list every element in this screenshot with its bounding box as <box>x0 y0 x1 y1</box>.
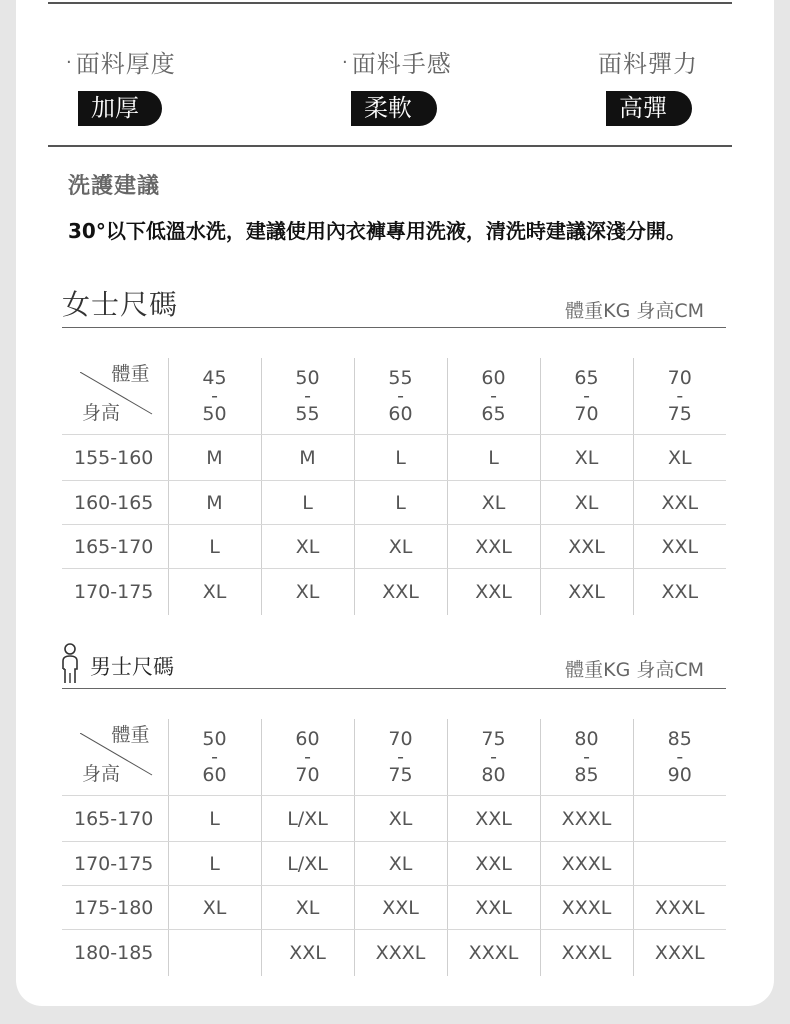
men-title-divider <box>62 688 726 689</box>
table-row <box>62 481 726 525</box>
size-cell: XXXL <box>654 941 705 964</box>
table-row <box>62 435 726 481</box>
size-cell: L <box>354 481 447 525</box>
size-cell: XL <box>354 796 447 842</box>
size-cell: L <box>168 796 261 842</box>
size-cell: XXL <box>447 842 540 886</box>
size-cell: XXXL <box>540 842 633 886</box>
table-row <box>62 525 726 569</box>
men-size-table <box>62 719 726 976</box>
size-cell: XXL <box>447 886 540 930</box>
fabric-thickness-title: · 面料厚度 <box>66 50 176 78</box>
size-cell <box>168 930 261 976</box>
size-cell: XXL <box>661 580 699 603</box>
size-cell: XL <box>261 525 354 569</box>
corner-weight-label: 體重 <box>111 363 150 385</box>
height-range: 165-170 <box>62 525 168 569</box>
height-range: 160-165 <box>62 481 168 525</box>
weight-range: 70 - 75 <box>354 719 447 796</box>
weight-range: 85 - 90 <box>633 719 726 796</box>
weight-range: 50 - 60 <box>168 719 261 796</box>
size-cell: XXL <box>261 930 354 976</box>
size-cell: L <box>354 435 447 481</box>
size-cell: M <box>168 481 261 525</box>
table-row <box>62 569 726 615</box>
women-size-title: 女士尺碼 <box>62 288 179 321</box>
fabric-feel-value: 柔軟 <box>351 91 437 126</box>
size-cell: XL <box>540 481 633 525</box>
size-cell: XL <box>168 886 261 930</box>
weight-range: 60 - 70 <box>261 719 354 796</box>
size-cell: M <box>261 435 354 481</box>
care-title: 洗護建議 <box>68 174 161 199</box>
table-corner <box>62 719 168 796</box>
table-row <box>62 842 726 886</box>
weight-range: 65 - 70 <box>540 358 633 435</box>
size-cell: XXL <box>447 796 540 842</box>
height-range: 170-175 <box>62 842 168 886</box>
weight-range: 80 - 85 <box>540 719 633 796</box>
height-range: 155-160 <box>62 435 168 481</box>
size-cell: XXXL <box>447 930 540 976</box>
table-row <box>62 930 726 976</box>
height-range: 170-175 <box>62 569 168 615</box>
size-cell: XL <box>540 435 633 481</box>
size-cell: XXL <box>447 525 540 569</box>
table-corner <box>62 358 168 435</box>
weight-range: 60 - 65 <box>447 358 540 435</box>
size-cell <box>633 842 726 886</box>
weight-range: 70 - 75 <box>633 358 726 435</box>
size-cell: XL <box>261 569 354 615</box>
corner-weight-label: 體重 <box>111 724 150 746</box>
size-cell: XL <box>633 435 726 481</box>
size-cell: XXL <box>540 569 633 615</box>
size-cell: XL <box>168 569 261 615</box>
height-range: 180-185 <box>62 930 168 976</box>
table-header-row <box>62 358 726 435</box>
size-cell: XXL <box>540 525 633 569</box>
corner-height-label: 身高 <box>82 402 121 424</box>
fabric-stretch-value: 高彈 <box>606 91 692 126</box>
height-range: 165-170 <box>62 796 168 842</box>
size-cell: L/XL <box>261 796 354 842</box>
size-cell: XL <box>447 481 540 525</box>
fabric-stretch-title: 面料彈力 <box>598 50 698 78</box>
table-header-row <box>62 719 726 796</box>
size-cell: L <box>261 481 354 525</box>
fabric-feel-title: · 面料手感 <box>342 50 452 78</box>
size-cell: M <box>168 435 261 481</box>
men-units: 體重KG 身高CM <box>565 659 704 681</box>
size-cell: XXXL <box>540 796 633 842</box>
person-icon <box>61 643 79 685</box>
top-divider <box>48 2 732 4</box>
corner-height-label: 身高 <box>82 763 121 785</box>
size-cell: XL <box>261 886 354 930</box>
table-row <box>62 886 726 930</box>
women-title-divider <box>62 327 726 328</box>
fabric-thickness-value: 加厚 <box>78 91 162 126</box>
weight-range: 75 - 80 <box>447 719 540 796</box>
weight-range: 50 - 55 <box>261 358 354 435</box>
men-size-title: 男士尺碼 <box>90 655 174 679</box>
size-cell <box>633 796 726 842</box>
care-text: 30°以下低溫水洗，建議使用內衣褲專用洗液，清洗時建議深淺分開。 <box>68 219 686 243</box>
size-cell: L <box>447 435 540 481</box>
size-cell: XL <box>354 525 447 569</box>
weight-range: 55 - 60 <box>354 358 447 435</box>
size-cell: XXXL <box>540 886 633 930</box>
size-cell: L <box>168 842 261 886</box>
size-cell: XXL <box>633 525 726 569</box>
size-cell: L/XL <box>261 842 354 886</box>
size-cell: XXL <box>447 569 540 615</box>
table-row <box>62 796 726 842</box>
fabric-divider <box>48 145 732 147</box>
size-cell: XL <box>354 842 447 886</box>
size-cell: XXXL <box>540 930 633 976</box>
height-range: 175-180 <box>62 886 168 930</box>
women-size-table <box>62 358 726 615</box>
size-cell: XXXL <box>354 930 447 976</box>
size-cell: L <box>168 525 261 569</box>
women-units: 體重KG 身高CM <box>565 300 704 322</box>
size-cell: XXXL <box>633 886 726 930</box>
weight-range: 45 - 50 <box>168 358 261 435</box>
size-cell: XXL <box>354 569 447 615</box>
size-cell: XXL <box>633 481 726 525</box>
size-cell: XXL <box>354 886 447 930</box>
